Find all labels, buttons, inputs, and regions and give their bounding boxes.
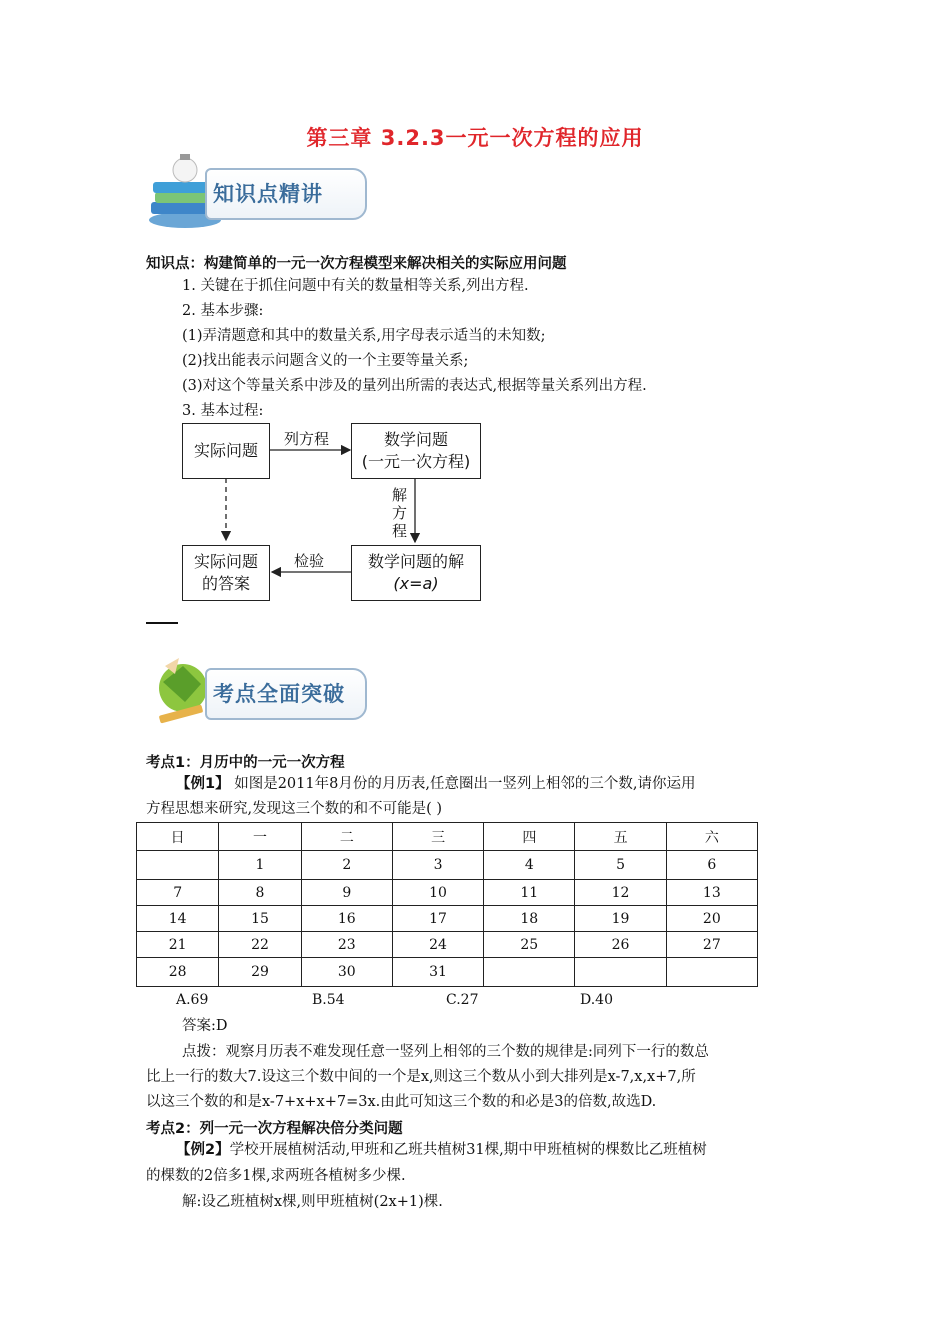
box-real-problem-label: 实际问题 xyxy=(193,441,258,460)
box-real-problem xyxy=(182,423,270,479)
arrow-label-solve-2: 方 xyxy=(392,504,408,522)
option-b: B.54 xyxy=(312,992,345,1008)
calendar-cell: 10 xyxy=(392,880,483,906)
example2-text: 学校开展植树活动,甲班和乙班共植树31棵,期中甲班植树的棵数比乙班植树 xyxy=(229,1142,707,1158)
calendar-cell: 5 xyxy=(575,851,666,880)
calendar-header-cell: 六 xyxy=(666,823,757,851)
arrow-label-solve-3: 程 xyxy=(392,522,408,540)
calendar-header-cell: 三 xyxy=(392,823,483,851)
calendar-cell xyxy=(666,958,757,987)
calendar-cell: 30 xyxy=(301,958,392,987)
box-math-solution-label: 数学问题的解 xyxy=(367,552,464,571)
calendar-cell: 4 xyxy=(484,851,575,880)
box-math-solution xyxy=(351,545,481,601)
calendar-table xyxy=(136,822,758,987)
answer-text: 答案:D xyxy=(182,1018,228,1034)
calendar-cell: 22 xyxy=(219,932,301,958)
calendar-cell: 26 xyxy=(575,932,666,958)
calendar-cell: 15 xyxy=(219,906,301,932)
calendar-row xyxy=(137,958,758,987)
box-math-problem xyxy=(351,423,481,479)
knowledge-step-3: (3)对这个等量关系中涉及的量列出所需的表达式,根据等量关系列出方程. xyxy=(182,378,647,394)
calendar-cell: 16 xyxy=(301,906,392,932)
knowledge-item-1: 1. 关键在于抓住问题中有关的数量相等关系,列出方程. xyxy=(182,278,529,294)
example1-line1 xyxy=(176,771,696,797)
divider xyxy=(146,622,178,624)
calendar-row xyxy=(137,880,758,906)
box-real-answer-sub: 的答案 xyxy=(201,574,250,593)
calendar-cell: 6 xyxy=(666,851,757,880)
example1-text: 如图是2011年8月份的月历表,任意圈出一竖列上相邻的三个数,请你运用 xyxy=(229,776,696,792)
calendar-header-cell: 四 xyxy=(484,823,575,851)
banner-title: 知识点精讲 xyxy=(213,182,323,206)
knowledge-step-1: (1)弄清题意和其中的数量关系,用字母表示适当的未知数; xyxy=(182,328,546,344)
calendar-row xyxy=(137,932,758,958)
example1-tag: 【例1】 xyxy=(176,776,230,792)
calendar-cell xyxy=(484,958,575,987)
option-c: C.27 xyxy=(446,992,479,1008)
calendar-cell: 17 xyxy=(392,906,483,932)
calendar-cell: 21 xyxy=(137,932,219,958)
box-math-problem-label: 数学问题 xyxy=(383,430,448,449)
option-d: D.40 xyxy=(580,992,613,1008)
calendar-cell: 1 xyxy=(219,851,301,880)
hint-line1: 点拨：观察月历表不难发现任意一竖列上相邻的三个数的规律是:同列下一行的数总 xyxy=(182,1044,709,1060)
calendar-cell: 19 xyxy=(575,906,666,932)
calendar-cell xyxy=(575,958,666,987)
diagram-arrows xyxy=(0,0,950,620)
example2-line1 xyxy=(176,1137,707,1163)
example2-line2: 的棵数的2倍多1棵,求两班各植树多少棵. xyxy=(146,1168,406,1184)
calendar-cell: 12 xyxy=(575,880,666,906)
box-real-answer-label: 实际问题 xyxy=(193,552,258,571)
arrow-label-list: 列方程 xyxy=(284,430,330,448)
box-math-problem-sub: (一元一次方程) xyxy=(361,452,471,471)
calendar-header-cell: 五 xyxy=(575,823,666,851)
calendar-header-row xyxy=(137,823,758,851)
calendar-cell: 13 xyxy=(666,880,757,906)
banner-title: 考点全面突破 xyxy=(213,682,345,706)
page-title: 第三章 3.2.3一元一次方程的应用 xyxy=(306,126,644,150)
calendar-header-cell: 二 xyxy=(301,823,392,851)
calendar-cell: 24 xyxy=(392,932,483,958)
example1-line2: 方程思想来研究,发现这三个数的和不可能是( ) xyxy=(146,801,443,817)
section-banner-points xyxy=(145,652,370,732)
example2-solution: 解:设乙班植树x棵,则甲班植树(2x+1)棵. xyxy=(182,1194,443,1210)
hint-line3: 以这三个数的和是x-7+x+x+7=3x.由此可知这三个数的和必是3的倍数,故选D. xyxy=(146,1094,657,1110)
calendar-cell: 18 xyxy=(484,906,575,932)
box-real-answer xyxy=(182,545,270,601)
calendar-cell: 2 xyxy=(301,851,392,880)
calendar-cell: 27 xyxy=(666,932,757,958)
calendar-cell: 28 xyxy=(137,958,219,987)
knowledge-item-2: 2. 基本步骤: xyxy=(182,303,264,319)
arrow-label-check: 检验 xyxy=(294,552,325,570)
calendar-cell: 14 xyxy=(137,906,219,932)
knowledge-heading: 知识点：构建简单的一元一次方程模型来解决相关的实际应用问题 xyxy=(146,256,567,272)
knowledge-step-2: (2)找出能表示问题含义的一个主要等量关系; xyxy=(182,353,469,369)
point1-heading: 考点1：月历中的一元一次方程 xyxy=(146,755,345,771)
calendar-cell: 20 xyxy=(666,906,757,932)
calendar-cell: 9 xyxy=(301,880,392,906)
calendar-cell: 7 xyxy=(137,880,219,906)
knowledge-item-3: 3. 基本过程: xyxy=(182,403,264,419)
calendar-cell: 25 xyxy=(484,932,575,958)
section-banner-knowledge xyxy=(145,152,370,232)
calendar-row xyxy=(137,906,758,932)
point2-heading: 考点2：列一元一次方程解决倍分类问题 xyxy=(146,1121,403,1137)
calendar-cell: 3 xyxy=(392,851,483,880)
option-a: A.69 xyxy=(176,992,209,1008)
calendar-header-cell: 日 xyxy=(137,823,219,851)
calendar-row xyxy=(137,851,758,880)
calendar-cell: 8 xyxy=(219,880,301,906)
calendar-header-cell: 一 xyxy=(219,823,301,851)
calendar-cell xyxy=(137,851,219,880)
example2-tag: 【例2】 xyxy=(176,1142,230,1158)
arrow-label-solve-1: 解 xyxy=(392,486,408,504)
calendar-cell: 23 xyxy=(301,932,392,958)
hint-line2: 比上一行的数大7.设这三个数中间的一个是x,则这三个数从小到大排列是x-7,x,x+7,所 xyxy=(146,1069,696,1085)
box-math-solution-sub: (x=a) xyxy=(393,574,439,593)
calendar-cell: 31 xyxy=(392,958,483,987)
calendar-cell: 29 xyxy=(219,958,301,987)
calendar-cell: 11 xyxy=(484,880,575,906)
